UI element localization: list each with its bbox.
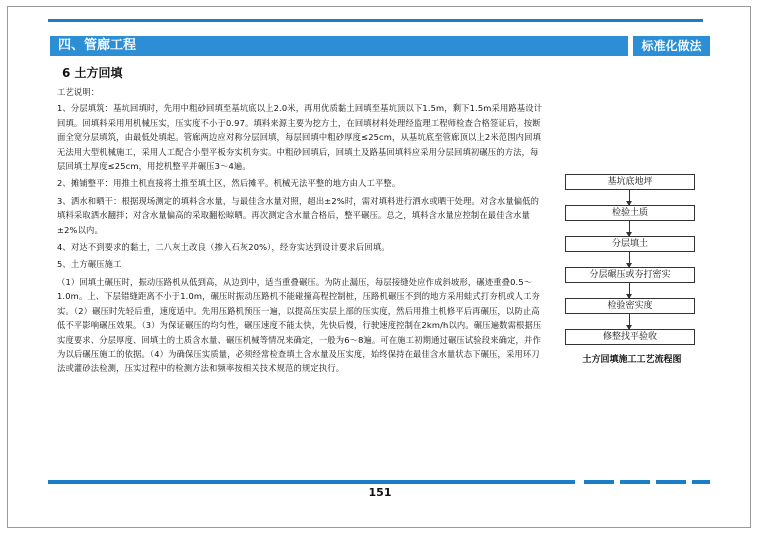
- flow-step-3: 分层填土: [565, 236, 695, 252]
- footer-bar: [48, 480, 575, 484]
- description-label: 工艺说明：: [57, 87, 100, 97]
- flow-arrow-4: [629, 283, 630, 298]
- paragraph-spreading: 2、摊铺整平：用推土机直接将土推至填土区，然后摊平。机械无法平整的地方由人工平整。: [57, 178, 401, 189]
- flow-step-6: 修整找平验收: [565, 329, 695, 345]
- footer-bar-segment: [620, 480, 650, 484]
- footer-bar-segment: [656, 480, 686, 484]
- flow-step-5: 检验密实度: [565, 298, 695, 314]
- flow-step-1: 基坑底地坪: [565, 174, 695, 190]
- section-title: 6 土方回填: [62, 66, 123, 80]
- footer-bar-segment: [692, 480, 710, 484]
- flow-step-2: 检验土质: [565, 205, 695, 221]
- paragraph-compaction-title: 5、土方碾压施工: [57, 259, 122, 270]
- chapter-header: 四、管廊工程: [50, 36, 628, 56]
- paragraph-layered-filling: 1、分层填筑：基坑回填时，先用中粗砂回填至基坑底以上2.0米，再用优质黏土回填至基坑顶以下1.5m，剩下1.5m采用路基设计回填。回填料采用用机械压实，压实度不小于0.97。填料来源主要为挖方土，在回填材料处理经监理工程师检查合格签证后，按断面全宽分层填筑，由最低处填起。管廊两边应对称分层回填，每层回填中粗砂厚度≤25cm，从基坑底至管廊顶以上2米范围内回填无法用大型机械施工，采用人工配合小型平板夯实机夯实。中粗砂回填后，回填土及路基回填料应采用分层回填初碾压的方法，每层回填土厚度≤25cm，用挖机整平并碾压3～4遍。: [57, 103, 543, 172]
- flow-arrow-1: [629, 190, 630, 205]
- flowchart-caption: 土方回填施工工艺流程图: [582, 355, 682, 365]
- paragraph-watering-drying: 3、洒水和晒干：根据现场测定的填料含水量，与最佳含水量对照，超出±2%时，需对填料进行洒水或晒干处理。对含水量偏低的填料采取洒水翻拌；对含水量偏高的采取翻松晾晒。再次测定含水量合格后，整平碾压。总之，填料含水量应控制在最佳含水量±2%以内。: [57, 195, 540, 235]
- flow-arrow-5: [629, 314, 630, 329]
- flow-arrow-3: [629, 252, 630, 267]
- flow-step-4: 分层碾压或夯打密实: [565, 267, 695, 283]
- top-rule: [48, 19, 703, 22]
- standard-tag: 标准化做法: [633, 36, 710, 56]
- process-description: [57, 85, 543, 376]
- paragraph-soil-improvement: 4、对达不到要求的黏土，二八灰土改良（掺入石灰20%），经夯实达到设计要求后回填。: [57, 242, 390, 253]
- flow-arrow-2: [629, 221, 630, 236]
- paragraph-compaction-body: （1）回填土碾压时，振动压路机从低到高，从边到中，适当重叠碾压。为防止漏压，每层接缝处应作成斜坡形，碾迹重叠0.5～1.0m。上、下层错缝距离不小于1.0m，碾压时振动压路机不能碰撞高程控制桩，压路机碾压不到的地方采用蛙式打夯机或人工夯实。（2）碾压时先轻后重，速度适中。先用压路机预压一遍，以提高压实层上部的压实度，然后用推土机修平后再碾压，以防止高低不平影响碾压效果。（3）为保证碾压的均匀性，碾压速度不能太快，先快后慢，行驶速度控制在2km/h以内。碾压遍数需根据压实度要求、分层厚度、回填土的土质含水量、碾压机械等情况来确定，一般为6～8遍。可在施工初期通过碾压试验段来确定，并作为以后碾压施工的依据。（4）为确保压实质量，必须经常检查填土含水量及压实度，始终保持在最佳含水量状态下碾压，采用环刀法或灌砂法检测，压实过程中的检测方法和频率按相关技术规范的规定执行。: [57, 276, 542, 374]
- footer-bar-segment: [584, 480, 614, 484]
- page-number: 151: [368, 486, 392, 499]
